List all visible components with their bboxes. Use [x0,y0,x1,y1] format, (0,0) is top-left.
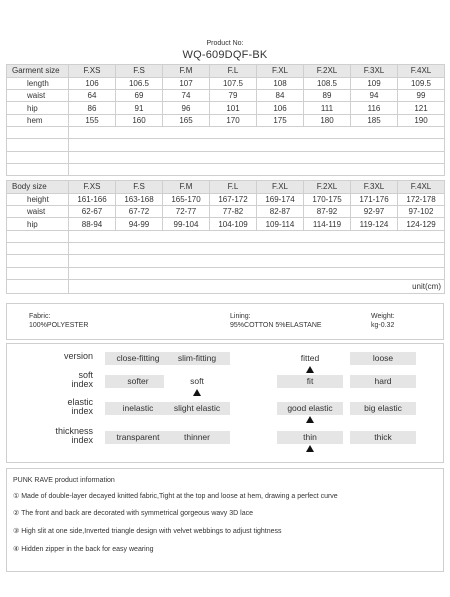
table-cell: 72-77 [163,206,210,218]
row-label-cell: height [7,193,69,205]
empty-cell [7,242,69,254]
product-number-label: Product No: [206,40,244,47]
product-code: WQ-609DQF-BK [182,49,268,61]
table-cell: 84 [257,90,304,102]
selected-marker-icon [306,416,314,423]
empty-cell [7,255,69,267]
size-header-cell: F.2XL [304,181,351,194]
table-cell: 106 [257,102,304,114]
size-header-cell: F.L [210,181,257,194]
attribute-name [64,352,93,361]
empty-row [7,151,445,163]
table-cell: 106 [69,77,116,89]
size-header-cell: F.XS [69,65,116,78]
attribute-option-selected: soft [164,375,230,388]
table-row [7,102,445,114]
table-header-row [7,181,445,194]
lining-block [230,312,322,330]
empty-cell [69,151,445,163]
attribute-option: softer [105,375,171,388]
empty-cell [69,267,445,279]
table-cell: 77-82 [210,206,257,218]
attribute-option: fit [277,375,343,388]
attribute-name-line: elastic [67,397,93,407]
table-cell: 92-97 [351,206,398,218]
empty-cell [69,163,445,175]
attribute-option: hard [350,375,416,388]
size-header-cell: F.XL [257,65,304,78]
table-cell: 119-124 [351,218,398,230]
table-row [7,218,445,230]
attribute-option: thick [350,431,416,444]
table-cell: 94 [351,90,398,102]
empty-row [7,126,445,138]
feature-item: ① Made of double-layer decayed knitted fabric,Tight at the top and loose at hem, drawing a perfect curve [13,493,338,500]
empty-cell [69,242,445,254]
table-cell: 180 [304,114,351,126]
table-cell: 175 [257,114,304,126]
lining-label: Lining: [230,313,251,320]
attribute-name-line: index [71,406,93,416]
empty-cell [7,279,69,293]
table-row [7,77,445,89]
fabric-info-box [6,303,444,340]
attribute-name-line: index [71,379,93,389]
row-label-cell: hip [7,218,69,230]
table-header-row [7,65,445,78]
size-header-cell: F.4XL [398,181,445,194]
table-row [7,193,445,205]
table-row [7,114,445,126]
product-info-box [6,468,444,572]
table-cell: 79 [210,90,257,102]
fabric-label: Fabric: [29,313,51,320]
unit-label: unit(cm) [69,279,445,293]
empty-row [7,255,445,267]
empty-row [7,242,445,254]
table-title-cell: Body size [7,181,69,194]
size-header-cell: F.4XL [398,65,445,78]
table-cell: 64 [69,90,116,102]
table-cell: 116 [351,102,398,114]
size-header-cell: F.L [210,65,257,78]
lining-value: 95%COTTON 5%ELASTANE [230,322,322,329]
table-cell: 96 [163,102,210,114]
empty-cell [7,139,69,151]
table-cell: 161-166 [69,193,116,205]
attribute-row-thickness-index [7,426,443,451]
unit-row [7,279,445,293]
attribute-name [55,427,93,445]
table-cell: 82-87 [257,206,304,218]
table-cell: 121 [398,102,445,114]
attribute-name-line: index [71,435,93,445]
empty-cell [69,139,445,151]
attribute-option-selected: fitted [277,352,343,365]
attribute-option: slim-fitting [164,352,230,365]
table-cell: 106.5 [116,77,163,89]
body-size-table [6,180,445,294]
feature-item: ④ Hidden zipper in the back for easy wearing [13,546,154,553]
table-cell: 67-72 [116,206,163,218]
table-cell: 155 [69,114,116,126]
attribute-row-elastic-index [7,397,443,422]
table-cell: 163-168 [116,193,163,205]
table-cell: 167-172 [210,193,257,205]
size-header-cell: F.M [163,65,210,78]
attribute-name [71,371,93,389]
table-cell: 101 [210,102,257,114]
row-label-cell: waist [7,90,69,102]
feature-item: ② The front and back are decorated with symmetrical gorgeous wavy 3D lace [13,510,253,517]
attribute-name [67,398,93,416]
table-row [7,90,445,102]
row-label-cell: hem [7,114,69,126]
table-cell: 108.5 [304,77,351,89]
row-label-cell: waist [7,206,69,218]
attribute-option: loose [350,352,416,365]
size-header-cell: F.3XL [351,65,398,78]
table-cell: 91 [116,102,163,114]
size-header-cell: F.XS [69,181,116,194]
row-label-cell: length [7,77,69,89]
weight-block [371,312,395,330]
empty-cell [7,163,69,175]
table-cell: 170-175 [304,193,351,205]
table-cell: 172-178 [398,193,445,205]
fit-attributes-box [6,343,444,463]
empty-row [7,139,445,151]
empty-row [7,267,445,279]
table-cell: 124-129 [398,218,445,230]
table-cell: 165-170 [163,193,210,205]
fabric-block [29,312,88,330]
selected-marker-icon [306,445,314,452]
table-cell: 190 [398,114,445,126]
table-cell: 89 [304,90,351,102]
table-cell: 94-99 [116,218,163,230]
size-header-cell: F.3XL [351,181,398,194]
table-cell: 108 [257,77,304,89]
attribute-option: inelastic [105,402,171,415]
attribute-row-version [7,350,443,372]
table-title-cell: Garment size [7,65,69,78]
empty-cell [7,126,69,138]
table-cell: 104-109 [210,218,257,230]
table-cell: 160 [116,114,163,126]
table-row [7,206,445,218]
empty-cell [7,267,69,279]
size-header-cell: F.XL [257,181,304,194]
attribute-row-soft-index [7,370,443,395]
table-cell: 114-119 [304,218,351,230]
empty-row [7,163,445,175]
table-cell: 86 [69,102,116,114]
table-cell: 74 [163,90,210,102]
table-cell: 107.5 [210,77,257,89]
garment-size-table [6,64,445,176]
table-cell: 109.5 [398,77,445,89]
table-cell: 87-92 [304,206,351,218]
weight-label: Weight: [371,313,395,320]
size-header-cell: F.S [116,181,163,194]
table-cell: 169-174 [257,193,304,205]
attribute-name-line: version [63,351,93,361]
attribute-option: thin [277,431,343,444]
table-cell: 165 [163,114,210,126]
table-cell: 99 [398,90,445,102]
size-header-cell: F.2XL [304,65,351,78]
empty-cell [69,126,445,138]
attribute-name-line: soft [78,370,93,380]
attribute-option: close-fitting [105,352,171,365]
fabric-value: 100%POLYESTER [29,322,89,329]
row-label-cell: hip [7,102,69,114]
attribute-option: slight elastic [164,402,230,415]
attribute-option: thinner [164,431,230,444]
table-cell: 69 [116,90,163,102]
size-header-cell: F.M [163,181,210,194]
selected-marker-icon [306,366,314,373]
table-cell: 109-114 [257,218,304,230]
attribute-option: good elastic [277,402,343,415]
table-cell: 88-94 [69,218,116,230]
table-cell: 170 [210,114,257,126]
weight-value: kg-0.32 [371,322,395,329]
table-cell: 107 [163,77,210,89]
table-cell: 97-102 [398,206,445,218]
empty-cell [7,151,69,163]
table-cell: 109 [351,77,398,89]
table-cell: 185 [351,114,398,126]
table-cell: 99-104 [163,218,210,230]
info-title: PUNK RAVE product information [13,477,115,484]
empty-cell [7,230,69,242]
attribute-option: big elastic [350,402,416,415]
table-cell: 62-67 [69,206,116,218]
selected-marker-icon [193,389,201,396]
empty-row [7,230,445,242]
table-cell: 111 [304,102,351,114]
attribute-name-line: thickness [55,426,93,436]
table-cell: 171-176 [351,193,398,205]
attribute-option: transparent [105,431,171,444]
empty-cell [69,230,445,242]
size-header-cell: F.S [116,65,163,78]
empty-cell [69,255,445,267]
feature-item: ③ High slit at one side,Inverted triangle design with velvet webbings to adjust tightness [13,528,282,535]
